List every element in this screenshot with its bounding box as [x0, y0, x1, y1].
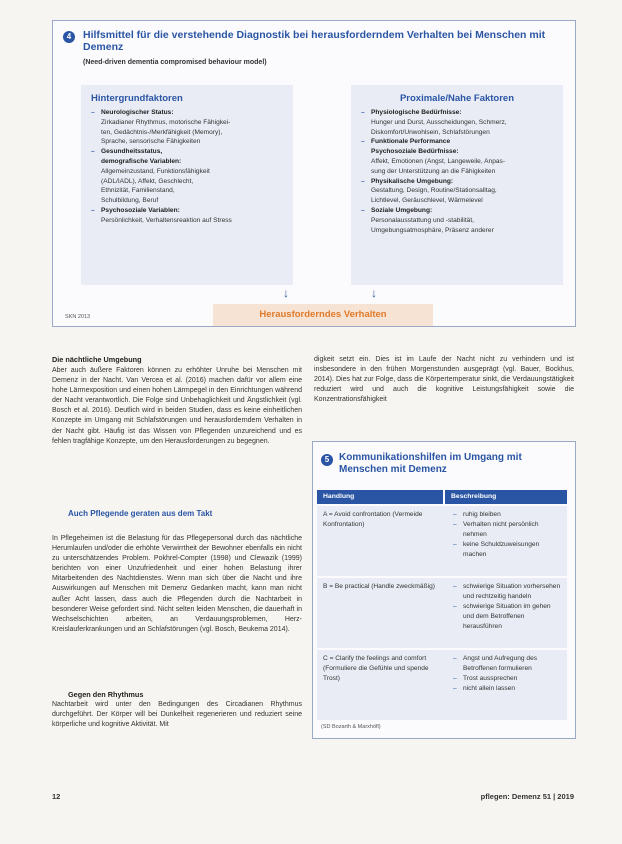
- table-cell-action: A = Avoid confrontation (Vermeide Konfrontation): [323, 511, 423, 528]
- table-cell-action: B = Be practical (Handle zweckmäßig): [323, 583, 435, 590]
- paragraph-text: Aber auch äußere Faktoren können zu erhöhter Unruhe bei Menschen mit Demenz in der Nacht. Van Vercea et al. (2016) machen dafür vor allem eine hohe Lärmexposition und einen hohen Lärmpegel in den Einrichtungen während der Nacht verantwortlich. Die Folge sind Unbehaglichkeit und Ängstlichkeit (vgl. Bosch et al. 2016). Deutlich wird in beiden Studien, dass es keine einheitlichen Konzepte im Umgang mit Schlafstörungen und herausforderndem Verhalten in der Nacht gibt. Häufig ist das Wissen von Pflegenden unzureichend und es fehlen tragfähige Konzepte, um den Herausforderungen zu begegnen.: [52, 367, 302, 445]
- table-header-description: Beschreibung: [445, 490, 567, 504]
- background-factor-item: – Neurologischer Status:: [101, 108, 285, 118]
- table-box: [312, 441, 576, 739]
- body-paragraph: [314, 355, 574, 405]
- description-item: – schwierige Situation vorhersehen und rechtzeitig handeln: [463, 582, 563, 602]
- paragraph-text: digkeit setzt ein. Dies ist im Laufe der Nacht nicht zu verhindern und ist insbesondere in den frühen Morgenstunden ausgeprägt (vgl. Bauer, Bockhus, 2014). Dies hat zur Folge, dass die Körpertemperatur sinkt, die Verdauungstätigkeit reduziert wird und auch die kognitive Leistungsfähigkeit sowie die Konzentrationsfähigkeit: [314, 356, 574, 404]
- proximal-factors-list: [351, 108, 563, 235]
- background-factors-heading: Hintergrundfaktoren: [91, 93, 183, 104]
- body-paragraph: [52, 366, 302, 447]
- down-arrow-icon: ↓: [283, 286, 289, 300]
- background-factor-item: – Psychosoziale Variablen:: [101, 206, 285, 216]
- background-factors-list: [81, 108, 293, 226]
- proximal-factor-item: Personalausstattung und -stabilität,: [371, 216, 474, 224]
- background-factor-item: demografische Variablen:: [101, 157, 182, 165]
- background-factor-item: Sprache, sensorische Fähigkeiten: [101, 138, 201, 146]
- table-title: Kommunikationshilfen im Umgang mit Menschen mit Demenz: [339, 452, 522, 475]
- proximal-factor-item: – Funktionale Performance: [371, 137, 555, 147]
- proximal-factor-item: – Soziale Umgebung:: [371, 206, 555, 216]
- figure-source: SKN 2013: [65, 314, 91, 320]
- background-factor-item: (ADL/IADL), Affekt, Geschlecht,: [101, 177, 194, 185]
- figure-box: [52, 20, 576, 327]
- description-item: – Angst und Aufregung des Betroffenen formulieren: [463, 654, 563, 674]
- description-item: – nicht allein lassen: [463, 684, 563, 694]
- proximal-factor-item: sung der Unterstützung an die Fähigkeiten: [371, 167, 496, 175]
- background-factor-item: Zirkadianer Rhythmus, motorische Fähigkei-: [101, 118, 231, 126]
- background-factors-panel: [81, 85, 293, 285]
- section-heading: Gegen den Rhythmus: [68, 690, 144, 699]
- table-cell-description: [453, 582, 563, 632]
- description-item: – schwierige Situation im gehen und dem Betroffenen herausführen: [463, 602, 563, 632]
- proximal-factor-item: Psychosoziale Bedürfnisse:: [371, 148, 459, 156]
- proximal-factor-item: – Physiologische Bedürfnisse:: [371, 108, 555, 118]
- description-item: – ruhig bleiben: [463, 510, 563, 520]
- background-factor-item: Persönlichkeit, Verhaltensreaktion auf Stress: [101, 216, 232, 224]
- background-factor-item: Allgemeinzustand, Funktionsfähigkeit: [101, 167, 210, 175]
- table-number-badge: 5: [321, 454, 333, 466]
- description-item: – keine Schuldzuweisungen machen: [463, 540, 563, 560]
- outcome-box: Herausforderndes Verhalten: [213, 304, 433, 326]
- background-factor-item: ten, Gedächtnis-/Merkfähigkeit (Memory),: [101, 128, 223, 136]
- table-cell-description: [453, 654, 563, 694]
- body-paragraph: [52, 700, 302, 730]
- table-source: (SD Bozarth & Marxhöfl): [321, 724, 381, 730]
- background-factor-item: Schulbildung, Beruf: [101, 197, 159, 205]
- section-heading: Auch Pflegende geraten aus dem Takt: [68, 509, 213, 518]
- body-paragraph: [52, 534, 302, 635]
- journal-footer: pflegen: Demenz 51 | 2019: [480, 792, 574, 801]
- page-number: 12: [52, 792, 61, 801]
- proximal-factor-item: Affekt, Emotionen (Angst, Langeweile, Anpas-: [371, 157, 506, 165]
- proximal-factors-panel: [351, 85, 563, 285]
- proximal-factor-item: Umgebungsatmosphäre, Präsenz anderer: [371, 226, 494, 234]
- paragraph-text: Nachtarbeit wird unter den Bedingungen des Circadianen Rhythmus durchgeführt. Der Körper will bei Dunkelheit regenerieren und reduziert seine körperliche und kognitive Aktivität. Mit: [52, 701, 302, 729]
- figure-number-badge: 4: [63, 31, 75, 43]
- description-item: – Trost aussprechen: [463, 674, 563, 684]
- description-item: – Verhalten nicht persönlich nehmen: [463, 520, 563, 540]
- proximal-factor-item: Gestaltung, Design, Routine/Stationsalltag,: [371, 187, 497, 195]
- figure-subtitle: (Need-driven dementia compromised behaviour model): [83, 59, 267, 66]
- background-factor-item: Ethnizität, Familienstand,: [101, 187, 175, 195]
- table-cell-description: [453, 510, 563, 560]
- proximal-factors-heading: Proximale/Nahe Faktoren: [399, 93, 515, 104]
- figure-title: Hilfsmittel für die verstehende Diagnostik bei herausforderndem Verhalten bei Menschen mit Demenz: [83, 29, 546, 53]
- section-heading: Die nächtliche Umgebung: [52, 355, 142, 364]
- proximal-factor-item: Lichtlevel, Geräuschlevel, Wärmelevel: [371, 197, 483, 205]
- background-factor-item: – Gesundheitsstatus,: [101, 147, 285, 157]
- down-arrow-icon: ↓: [371, 286, 377, 300]
- table-header-action: Handlung: [317, 490, 443, 504]
- proximal-factor-item: Diskomfort/Unwohlsein, Schlafstörungen: [371, 128, 490, 136]
- table-cell-action: C = Clarify the feelings and comfort (Formuliere die Gefühle und spende Trost): [323, 655, 429, 682]
- proximal-factor-item: – Physikalische Umgebung:: [371, 177, 555, 187]
- proximal-factor-item: Hunger und Durst, Ausscheidungen, Schmerz,: [371, 118, 507, 126]
- paragraph-text: In Pflegeheimen ist die Belastung für das Pflegepersonal durch das nächtliche Herumlaufen und/oder die erhöhte Verwirrtheit der Bewohner ebenfalls ein nicht zu unterschätzendes Problem. Pokhrel-Compter (1998) und Clewazik (1999) berichten von einer Unzufriedenheit und einer hohen Belastung ihrer Mitarbeitenden des Nachtdienstes. Wenn man sich über die Nacht und ihre Auswirkungen auf Menschen mit Demenz Gedanken macht, kann man nicht außer Acht lassen, dass auch die Pflegenden durch die Nachtarbeit in besonderer Weise gefordert sind. Nicht selten leiden Menschen, die dauerhaft in Wechselschichten arbeiten, an Verdauungsproblemen, Herz-Kreislauferkrankungen und an Schlafstörungen (vgl. Bosch, Beukema 2014).: [52, 535, 302, 633]
